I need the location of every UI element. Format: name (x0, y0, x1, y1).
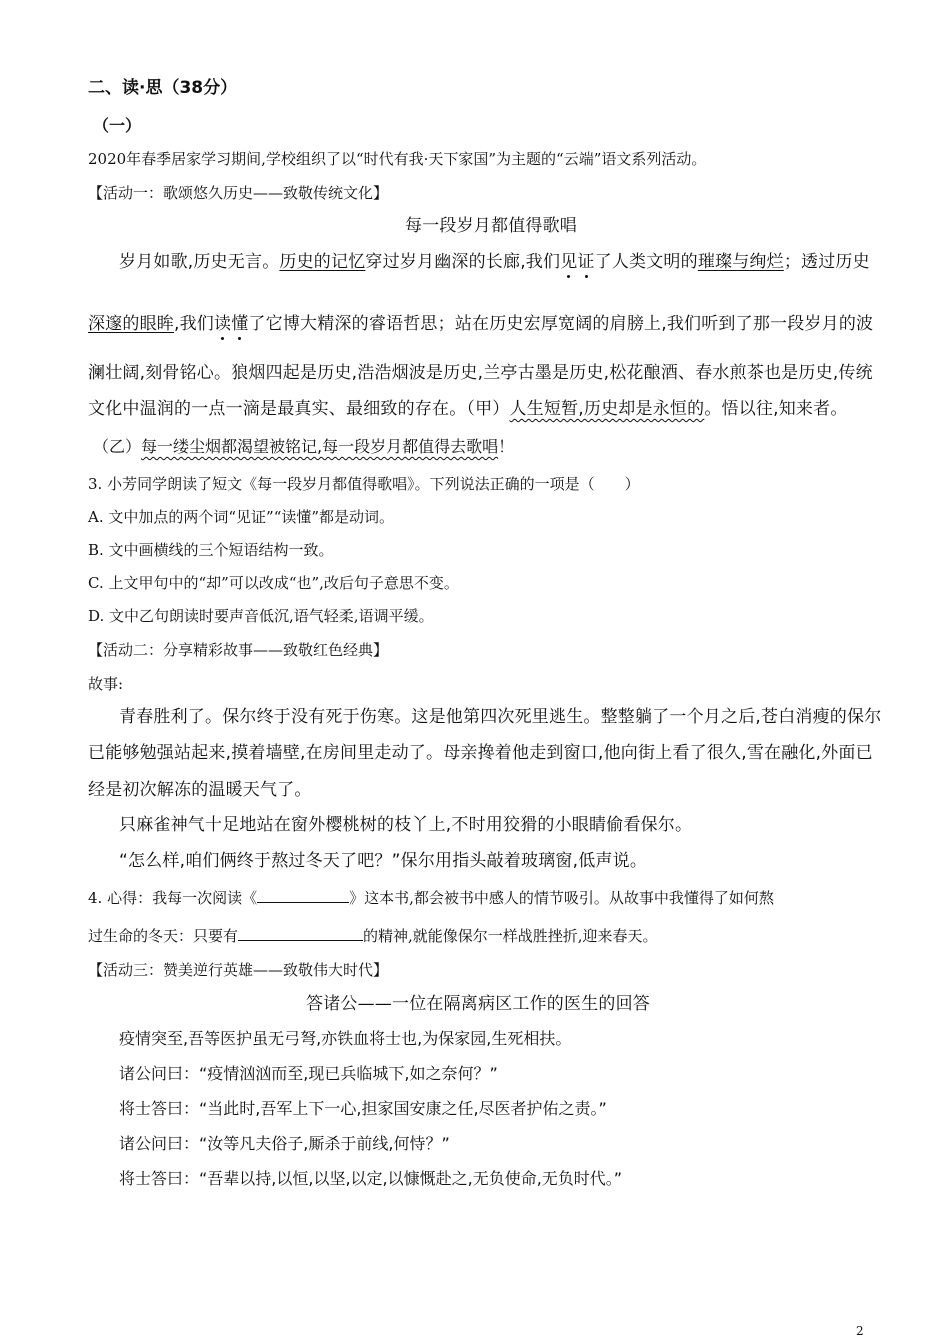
page-number: 2 (856, 1324, 864, 1338)
question-3-option-d: D. 文中乙句朗读时要声音低沉,语气轻柔,语调平缓。 (88, 607, 434, 625)
story-label: 故事: (88, 675, 124, 693)
activity3-title: 答诸公——一位在隔离病区工作的医生的回答 (306, 994, 650, 1014)
response-line-2: 诸公问曰：“疫情汹汹而至,现已兵临城下,如之奈何？” (119, 1064, 498, 1083)
intro-text: 2020年春季居家学习期间,学校组织了以“时代有我·天下家国”为主题的“云端”语文系列活动。 (88, 150, 707, 168)
essay-line-2: 深邃的眼眸,我们读懂了它博大精深的睿语哲思；站在历史宏厚宽阔的肩膀上,我们听到了那一段岁月的波 (88, 314, 874, 334)
question-4-line-2: 过生命的冬天：只要有 的精神,就能像保尔一样战胜挫折,迎来春天。 (88, 927, 658, 945)
essay-title: 每一段岁月都值得歌唱 (405, 216, 577, 236)
wavy-sentence-yi: 每一缕尘烟都渴望被铭记,每一段岁月都值得去歌唱 (141, 437, 499, 456)
question-4-line-1: 4. 心得：我每一次阅读《 》这本书,都会被书中感人的情节吸引。从故事中我懂得了如何熬 (88, 889, 774, 907)
story-line-1: 青春胜利了。保尔终于没有死于伤寒。这是他第四次死里逃生。整整躺了一个月之后,苍白消瘦的保尔 (119, 707, 882, 727)
section-title: 二、读·思（38分） (88, 78, 238, 98)
essay-line-1: 岁月如歌,历史无言。历史的记忆穿过岁月幽深的长廊,我们见证了人类文明的璀璨与绚烂；透过历史 (119, 252, 870, 272)
book-title-blank[interactable] (257, 888, 349, 903)
underlined-phrase-2: 璀璨与绚烂 (697, 252, 784, 272)
story-line-2: 已能够勉强站起来,摸着墙壁,在房间里走动了。母亲搀着他走到窗口,他向街上看了很久,雪在融化,外面已 (88, 743, 873, 763)
essay-line-3: 澜壮阔,刻骨铭心。狼烟四起是历史,浩浩烟波是历史,兰亭古墨是历史,松花酿酒、春水煎茶也是历史,传统 (88, 363, 873, 383)
response-line-3: 将士答曰：“当此时,吾军上下一心,担家国安康之任,尽医者护佑之责。” (119, 1099, 607, 1118)
story-line-4: 只麻雀神气十足地站在窗外樱桃树的枝丫上,不时用狡猾的小眼睛偷看保尔。 (119, 815, 693, 835)
question-3-option-b: B. 文中画横线的三个短语结构一致。 (88, 541, 334, 559)
question-3-option-a: A. 文中加点的两个词“见证”“读懂”都是动词。 (88, 508, 395, 526)
question-3-stem: 3. 小芳同学朗读了短文《每一段岁月都值得歌唱》。下列说法正确的一项是（ ） (88, 475, 640, 493)
activity3-header: 【活动三：赞美逆行英雄——致敬伟大时代】 (88, 961, 389, 979)
dotted-char: 证 (577, 252, 595, 272)
wavy-sentence-jia: 人生短暂,历史却是永恒的 (509, 399, 705, 419)
underlined-phrase-3: 深邃的眼眸 (88, 314, 174, 334)
activity1-header: 【活动一：歌颂悠久历史——致敬传统文化】 (88, 184, 389, 202)
dotted-char: 见 (560, 252, 578, 272)
response-line-1: 疫情突至,吾等医护虽无弓弩,亦铁血将士也,为保家园,生死相扶。 (119, 1029, 572, 1048)
response-line-4: 诸公问曰：“汝等凡夫俗子,厮杀于前线,何恃？” (119, 1134, 450, 1153)
activity2-header: 【活动二：分享精彩故事——致敬红色经典】 (88, 641, 389, 659)
dotted-char: 读 (214, 314, 232, 334)
story-line-3: 经是初次解冻的温暖天气了。 (88, 780, 312, 800)
question-3-option-c: C. 上文甲句中的“却”可以改成“也”,改后句子意思不变。 (88, 574, 459, 592)
essay-line-4: 文化中温润的一点一滴是最真实、最细致的存在。（甲）人生短暂,历史却是永恒的。悟以往,知来者。 (88, 399, 848, 419)
underlined-phrase-1: 历史的记忆 (279, 252, 366, 272)
dotted-char: 懂 (231, 314, 249, 334)
story-line-5: “怎么样,咱们俩终于熬过冬天了吧？”保尔用指头敲着玻璃窗,低声说。 (119, 851, 648, 871)
essay-line-5: （乙）每一缕尘烟都渴望被铭记,每一段岁月都值得去歌唱！ (93, 437, 515, 456)
subsection-label: （一） (93, 116, 142, 135)
spirit-blank[interactable] (238, 926, 363, 941)
response-line-5: 将士答曰：“吾辈以持,以恒,以坚,以定,以慷慨赴之,无负使命,无负时代。” (119, 1169, 623, 1188)
